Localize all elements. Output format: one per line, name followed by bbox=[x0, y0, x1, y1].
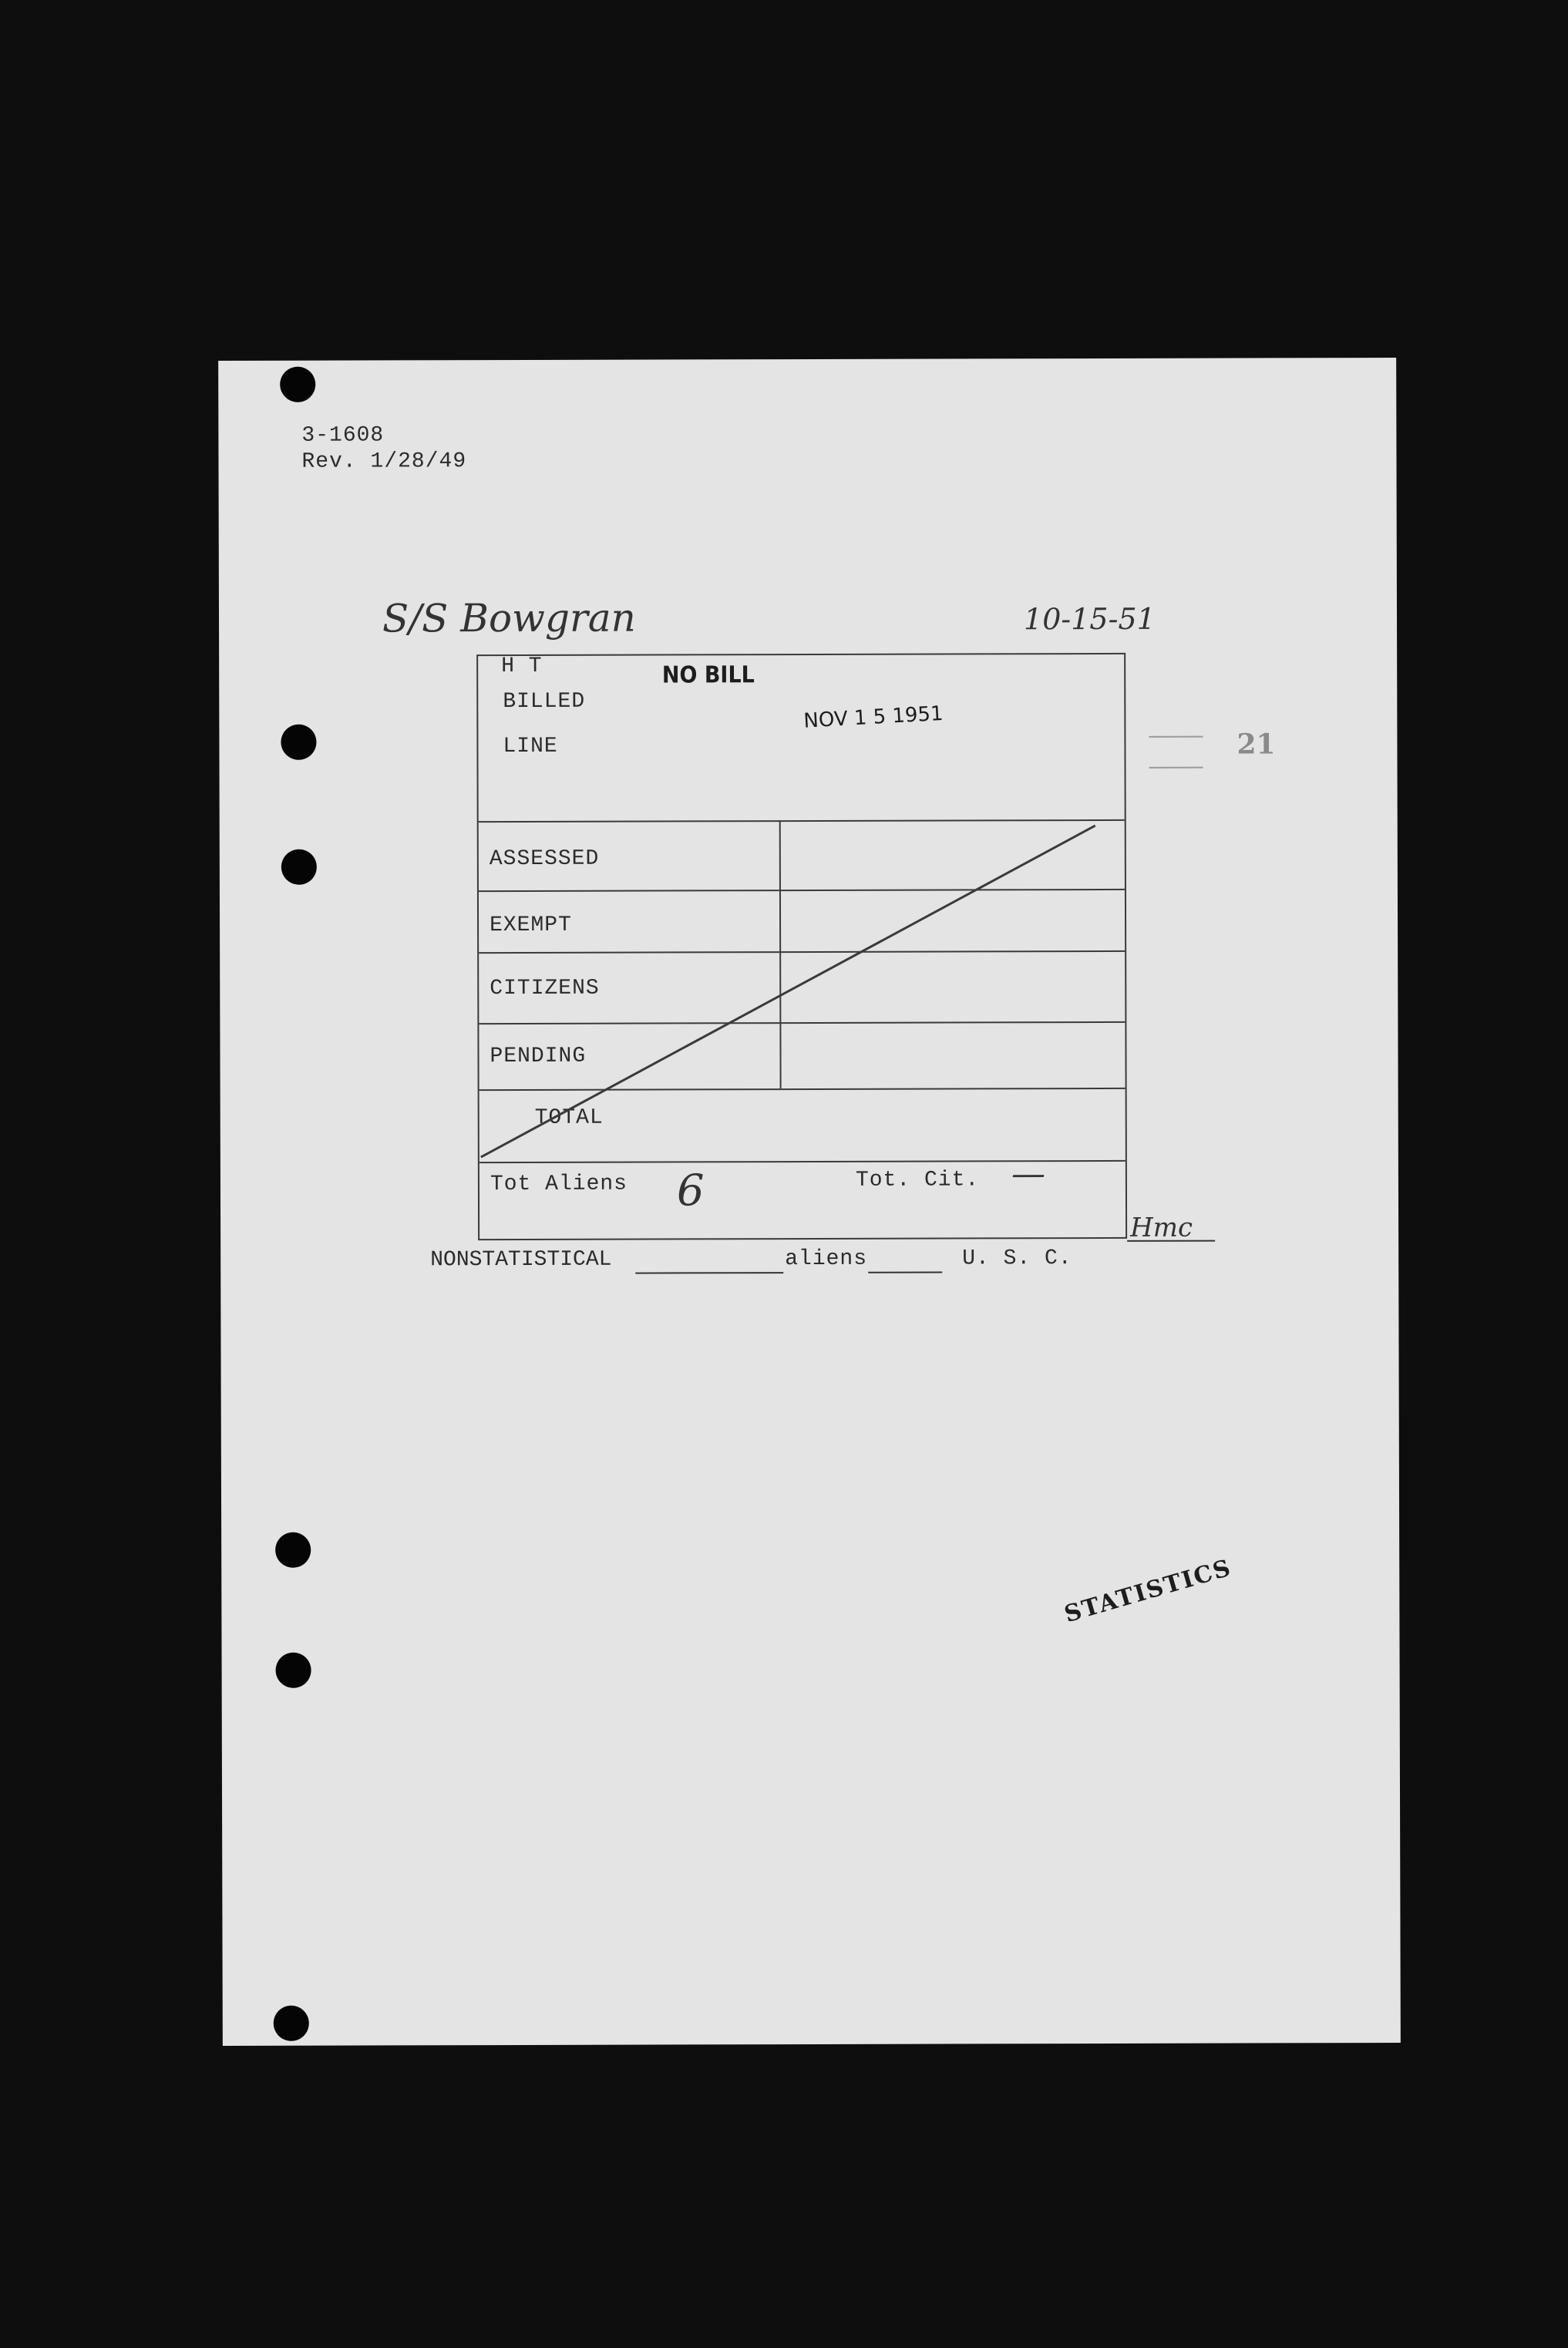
tally-form bbox=[476, 653, 1127, 1240]
header-row-ht: H T bbox=[501, 654, 543, 679]
punch-hole bbox=[281, 725, 316, 760]
row-assessed: ASSESSED bbox=[489, 846, 600, 872]
row-pending: PENDING bbox=[490, 1044, 587, 1069]
document-page bbox=[218, 358, 1401, 2046]
punch-hole bbox=[275, 1532, 311, 1568]
tot-aliens-label: Tot Aliens bbox=[490, 1172, 628, 1197]
form-revision: Rev. 1/28/49 bbox=[301, 449, 467, 474]
header-row-line: LINE bbox=[503, 734, 558, 759]
initials: Hmc bbox=[1130, 1212, 1193, 1243]
no-bill-stamp: NO BILL bbox=[661, 661, 755, 689]
margin-number: 21 bbox=[1237, 728, 1276, 761]
vessel-name: S/S Bowgran bbox=[382, 595, 636, 641]
nonstatistical-blank bbox=[635, 1272, 783, 1274]
punch-hole bbox=[281, 849, 317, 885]
initials-underline bbox=[1127, 1240, 1215, 1242]
aliens-label: aliens bbox=[785, 1246, 868, 1272]
margin-mark bbox=[1149, 736, 1203, 738]
nonstatistical-label: NONSTATISTICAL bbox=[430, 1247, 612, 1273]
tot-aliens-value: 6 bbox=[676, 1166, 705, 1216]
statistics-stamp: STATISTICS bbox=[1061, 1554, 1235, 1629]
date-stamp: NOV 1 5 1951 bbox=[803, 701, 944, 733]
form-number: 3-1608 bbox=[301, 423, 385, 448]
row-total: TOTAL bbox=[534, 1105, 604, 1130]
tot-cit-value: — bbox=[1011, 1154, 1045, 1194]
tot-cit-label: Tot. Cit. bbox=[855, 1168, 980, 1193]
usc-label: U. S. C. bbox=[962, 1246, 1072, 1271]
cancel-slash-line bbox=[478, 654, 1129, 1242]
aliens-blank bbox=[868, 1272, 942, 1273]
handwritten-date: 10-15-51 bbox=[1023, 601, 1156, 637]
header-row-billed: BILLED bbox=[503, 689, 586, 715]
punch-hole bbox=[274, 2006, 309, 2041]
margin-mark bbox=[1149, 767, 1203, 769]
row-citizens: CITIZENS bbox=[490, 976, 600, 1001]
punch-hole bbox=[280, 367, 315, 402]
punch-hole bbox=[276, 1653, 311, 1688]
row-exempt: EXEMPT bbox=[490, 913, 572, 938]
